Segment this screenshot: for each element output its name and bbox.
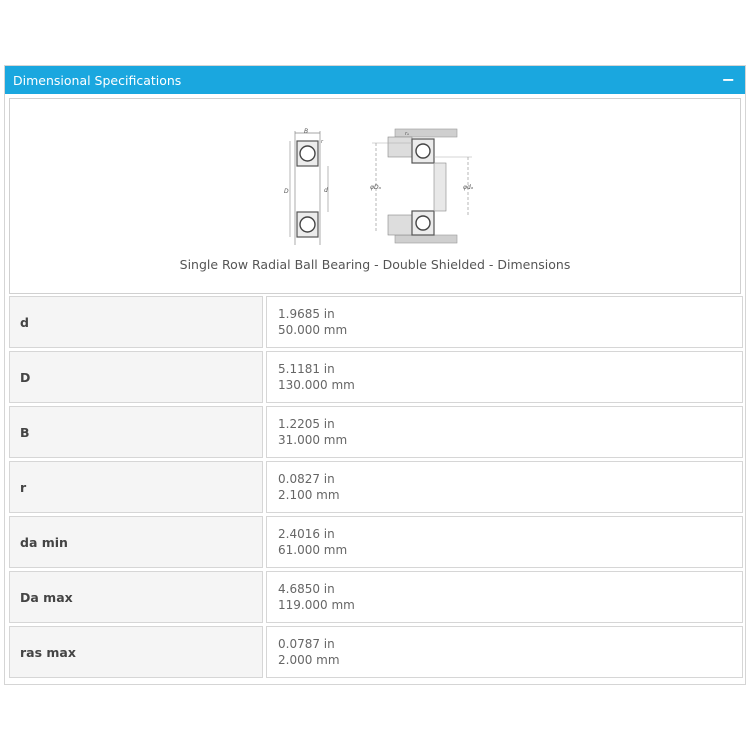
spec-row-B — [9, 406, 743, 458]
dim-label-ras: rₐ — [405, 131, 410, 137]
dim-label-Da: φDₐ — [370, 184, 381, 191]
spec-table — [9, 296, 743, 681]
spec-label: da min — [9, 516, 263, 568]
spec-value-mm: 50.000 mm — [278, 323, 348, 337]
spec-label: r — [9, 461, 263, 513]
spec-row-Da-max — [9, 571, 743, 623]
spec-row-D — [9, 351, 743, 403]
spec-value-inch: 2.4016 in — [278, 527, 335, 541]
collapse-button[interactable]: − — [721, 70, 735, 89]
spec-label: Da max — [9, 571, 263, 623]
spec-value-inch: 0.0827 in — [278, 472, 335, 486]
bearing-figure-box — [9, 98, 741, 294]
panel-header[interactable] — [5, 66, 745, 94]
figure-caption: Single Row Radial Ball Bearing - Double Shielded - Dimensions — [179, 257, 571, 272]
bearing-cross-section-left — [284, 128, 328, 245]
spec-value-inch: 1.9685 in — [278, 307, 335, 321]
dim-label-r: r — [321, 139, 324, 145]
spec-label: B — [9, 406, 263, 458]
bearing-dimension-diagram — [280, 125, 480, 255]
spec-value-mm: 2.000 mm — [278, 653, 340, 667]
spec-value-inch: 1.2205 in — [278, 417, 335, 431]
dim-label-B: B — [304, 128, 309, 135]
spec-value-mm: 2.100 mm — [278, 488, 340, 502]
panel-title: Dimensional Specifications — [13, 72, 182, 88]
spec-value — [266, 296, 743, 348]
bearing-mounting-view-right — [370, 129, 474, 243]
spec-row-da-min — [9, 516, 743, 568]
dim-label-d: d — [324, 187, 328, 194]
spec-value — [266, 351, 743, 403]
spec-row-ras-max — [9, 626, 743, 678]
spec-value-mm: 61.000 mm — [278, 543, 348, 557]
spec-value-mm: 130.000 mm — [278, 378, 355, 392]
spec-row-r — [9, 461, 743, 513]
spec-row-d — [9, 296, 743, 348]
spec-value-mm: 119.000 mm — [278, 598, 355, 612]
spec-value-mm: 31.000 mm — [278, 433, 348, 447]
spec-value — [266, 461, 743, 513]
spec-value — [266, 571, 743, 623]
dim-label-da: φdₐ — [463, 184, 474, 191]
spec-value-inch: 5.1181 in — [278, 362, 335, 376]
spec-value — [266, 626, 743, 678]
spec-label: D — [9, 351, 263, 403]
spec-value-inch: 4.6850 in — [278, 582, 335, 596]
dim-label-D: D — [284, 188, 289, 195]
spec-label: d — [9, 296, 263, 348]
spec-value-inch: 0.0787 in — [278, 637, 335, 651]
spec-value — [266, 516, 743, 568]
spec-value — [266, 406, 743, 458]
spec-label: ras max — [9, 626, 263, 678]
dimensional-specifications-panel — [4, 65, 746, 685]
